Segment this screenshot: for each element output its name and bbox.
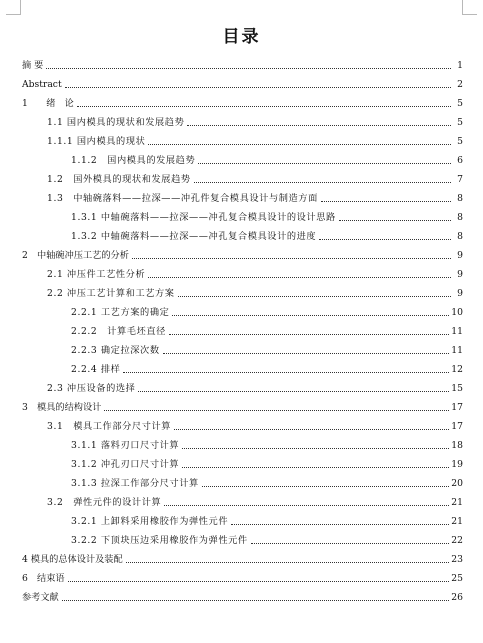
toc-entry-label: 1.1.1 国内模具的现状: [47, 136, 146, 147]
toc-page-number: 11: [451, 345, 463, 356]
toc-entry[interactable]: [22, 490, 463, 509]
toc-page-number: 15: [451, 383, 463, 394]
toc-page-number: 17: [451, 421, 463, 432]
toc-page-number: 25: [451, 573, 463, 584]
toc-entry-label: 2.2.2 计算毛坯直径: [71, 326, 166, 337]
toc-entry[interactable]: [22, 167, 463, 186]
toc-page-number: 5: [457, 117, 463, 128]
toc-page-number: 1: [457, 60, 463, 71]
page-title: 目录: [222, 27, 261, 47]
toc-dot-leader: [65, 87, 451, 88]
toc-entry-label: 1.3 中轴碗落料——拉深——冲孔件复合模具设计与制造方面: [47, 193, 318, 204]
table-of-contents: [22, 53, 463, 604]
toc-page-number: 21: [451, 497, 463, 508]
toc-page-number: 7: [457, 174, 463, 185]
toc-entry[interactable]: [22, 528, 463, 547]
toc-dot-leader: [138, 391, 449, 392]
toc-entry[interactable]: [22, 129, 463, 148]
toc-dot-leader: [68, 581, 450, 582]
toc-entry-label: 2.1 冲压件工艺性分析: [47, 269, 146, 280]
toc-entry-label: 3.2.1 上卸料采用橡胶作为弹性元件: [71, 516, 229, 527]
toc-dot-leader: [319, 239, 451, 240]
toc-entry-label: 3.1.2 冲孔刃口尺寸计算: [71, 459, 180, 470]
toc-entry-label: 4 模具的总体设计及装配: [22, 554, 123, 565]
toc-entry-label: 3.1.3 拉深工作部分尺寸计算: [71, 478, 199, 489]
toc-entry[interactable]: [22, 585, 463, 604]
toc-entry-label: 参考文献: [22, 592, 59, 603]
toc-dot-leader: [148, 144, 451, 145]
toc-page-number: 9: [457, 269, 463, 280]
toc-dot-leader: [163, 353, 450, 354]
toc-entry[interactable]: [22, 186, 463, 205]
toc-dot-leader: [198, 163, 451, 164]
toc-dot-leader: [104, 410, 449, 411]
toc-entry-label: 1.3.2 中轴碗落料——拉深——冲孔复合模具设计的进度: [71, 231, 317, 242]
toc-entry-label: 1.2 国外模具的现状和发展趋势: [47, 174, 191, 185]
toc-entry[interactable]: [22, 319, 463, 338]
toc-dot-leader: [174, 429, 449, 430]
toc-dot-leader: [126, 562, 450, 563]
page-corner-mark: [6, 0, 21, 15]
toc-page-number: 5: [457, 136, 463, 147]
toc-entry-label: 3 模具的结构设计: [22, 402, 102, 413]
toc-entry[interactable]: [22, 110, 463, 129]
toc-page-number: 19: [451, 459, 463, 470]
toc-entry[interactable]: [22, 72, 463, 91]
toc-entry-label: 2.2.4 排样: [71, 364, 121, 375]
toc-entry-label: 3.2.2 下顶块压边采用橡胶作为弹性元件: [71, 535, 248, 546]
toc-entry[interactable]: [22, 91, 463, 110]
toc-dot-leader: [132, 258, 451, 259]
toc-entry-label: 2.2.1 工艺方案的确定: [71, 307, 170, 318]
toc-entry[interactable]: [22, 357, 463, 376]
toc-dot-leader: [339, 220, 451, 221]
toc-entry[interactable]: [22, 262, 463, 281]
toc-page-number: 9: [457, 250, 463, 261]
toc-entry-label: 1 绪 论: [22, 98, 74, 109]
toc-dot-leader: [164, 505, 449, 506]
toc-entry-label: 6 结束语: [22, 573, 65, 584]
toc-entry-label: 1.3.1 中轴碗落料——拉深——冲孔复合模具设计的设计思路: [71, 212, 336, 223]
toc-dot-leader: [187, 125, 451, 126]
toc-entry[interactable]: [22, 205, 463, 224]
toc-page-number: 26: [451, 592, 463, 603]
toc-entry[interactable]: [22, 300, 463, 319]
toc-dot-leader: [194, 182, 451, 183]
toc-page-number: 21: [451, 516, 463, 527]
toc-entry[interactable]: [22, 452, 463, 471]
toc-dot-leader: [251, 543, 450, 544]
toc-entry-label: 1.1 国内模具的现状和发展趋势: [47, 117, 185, 128]
toc-entry-label: 3.1.1 落料刃口尺寸计算: [71, 440, 180, 451]
toc-page-number: 20: [451, 478, 463, 489]
toc-dot-leader: [231, 524, 449, 525]
toc-page-number: 12: [451, 364, 463, 375]
toc-entry[interactable]: [22, 395, 463, 414]
toc-entry-label: 2.2 冲压工艺计算和工艺方案: [47, 288, 175, 299]
toc-entry[interactable]: [22, 338, 463, 357]
toc-page-number: 18: [451, 440, 463, 451]
toc-entry-label: 2.2.3 确定拉深次数: [71, 345, 160, 356]
toc-dot-leader: [46, 68, 451, 69]
toc-entry[interactable]: [22, 471, 463, 490]
toc-page-number: 11: [451, 326, 463, 337]
toc-page-number: 9: [457, 288, 463, 299]
toc-dot-leader: [148, 277, 451, 278]
toc-entry[interactable]: [22, 53, 463, 72]
toc-entry[interactable]: [22, 148, 463, 167]
toc-page-number: 10: [451, 307, 463, 318]
toc-dot-leader: [169, 334, 449, 335]
toc-entry[interactable]: [22, 376, 463, 395]
toc-entry[interactable]: [22, 281, 463, 300]
toc-dot-leader: [172, 315, 449, 316]
toc-page-number: 5: [457, 98, 463, 109]
toc-page-number: 23: [451, 554, 463, 565]
toc-entry-label: 1.1.2 国内模具的发展趋势: [71, 155, 196, 166]
toc-dot-leader: [123, 372, 449, 373]
toc-entry-label: 2 中轴碗冲压工艺的分析: [22, 250, 129, 261]
toc-entry-label: 2.3 冲压设备的选择: [47, 383, 136, 394]
toc-dot-leader: [321, 201, 451, 202]
toc-page-number: 8: [457, 212, 463, 223]
toc-page-number: 2: [457, 79, 463, 90]
page-corner-mark: [462, 0, 477, 15]
toc-dot-leader: [77, 106, 451, 107]
toc-dot-leader: [182, 448, 449, 449]
toc-page-number: 8: [457, 231, 463, 242]
toc-entry[interactable]: [22, 509, 463, 528]
toc-dot-leader: [178, 296, 451, 297]
toc-entry-label: 3.2 弹性元件的设计计算: [47, 497, 162, 508]
toc-dot-leader: [202, 486, 450, 487]
toc-entry[interactable]: [22, 243, 463, 262]
toc-page-number: 6: [457, 155, 463, 166]
toc-entry-label: Abstract: [22, 79, 62, 90]
toc-dot-leader: [62, 600, 450, 601]
toc-entry[interactable]: [22, 566, 463, 585]
toc-dot-leader: [182, 467, 449, 468]
toc-entry-label: 摘 要: [22, 60, 44, 71]
toc-page-number: 8: [457, 193, 463, 204]
toc-page-number: 22: [451, 535, 463, 546]
toc-entry[interactable]: [22, 414, 463, 433]
toc-page-number: 17: [451, 402, 463, 413]
toc-entry[interactable]: [22, 433, 463, 452]
toc-entry[interactable]: [22, 547, 463, 566]
toc-entry-label: 3.1 模具工作部分尺寸计算: [47, 421, 172, 432]
toc-entry[interactable]: [22, 224, 463, 243]
